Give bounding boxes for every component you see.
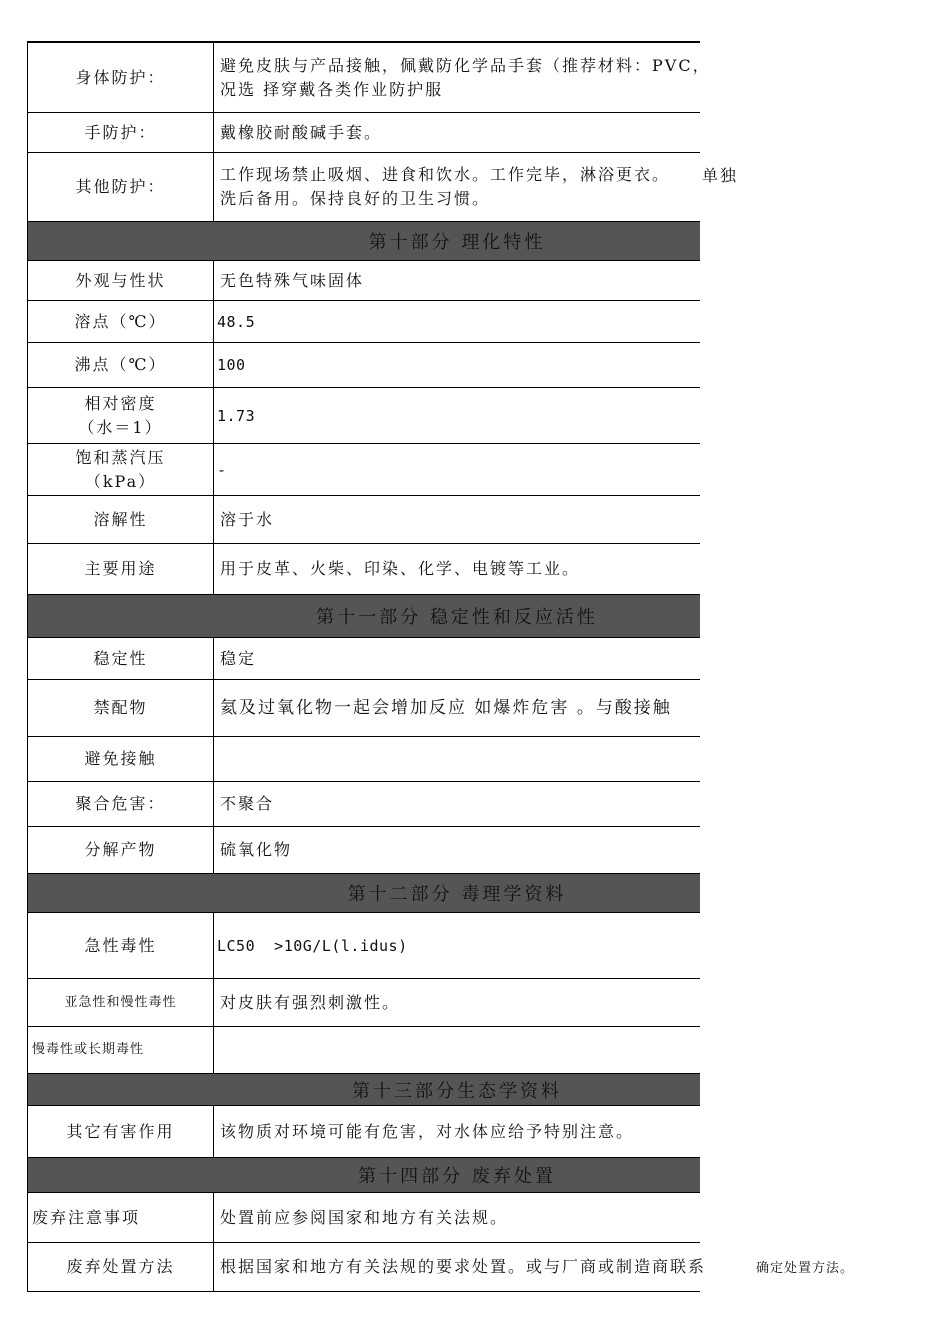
row-label bbox=[27, 388, 214, 443]
value-line: 况选 择穿戴各类作业防护服 bbox=[220, 79, 444, 99]
table-row bbox=[27, 261, 700, 301]
row-value: 对皮肤有强烈刺激性。 bbox=[220, 992, 401, 1012]
row-value bbox=[214, 1027, 700, 1073]
row-value: 硫氧化物 bbox=[220, 840, 293, 859]
row-value: 处置前应参阅国家和地方有关法规。 bbox=[220, 1207, 509, 1227]
overflow-text: 确定处置方法。 bbox=[756, 1261, 855, 1276]
row-value: 48.5 bbox=[217, 312, 256, 331]
table-row bbox=[27, 1106, 700, 1158]
table-row bbox=[27, 301, 700, 343]
table-row bbox=[27, 1193, 700, 1243]
row-value bbox=[214, 153, 739, 221]
table-row bbox=[27, 913, 700, 979]
row-label: 废弃注意事项 bbox=[27, 1193, 214, 1242]
label-line: （水＝1） bbox=[78, 417, 163, 437]
section-header: 第十三部分生态学资料 bbox=[27, 1074, 700, 1106]
row-value bbox=[214, 737, 700, 781]
row-label: 废弃处置方法 bbox=[27, 1243, 214, 1291]
row-label: 稳定性 bbox=[27, 638, 214, 679]
row-label: 聚合危害： bbox=[27, 782, 214, 826]
row-value: - bbox=[217, 460, 227, 479]
value-line: 洗后备用。保持良好的卫生习惯。 bbox=[220, 189, 491, 208]
table-row bbox=[27, 343, 700, 388]
table-row bbox=[27, 979, 700, 1027]
section-header: 第十二部分 毒理学资料 bbox=[27, 874, 700, 913]
row-label: 溶解性 bbox=[27, 496, 214, 543]
section-header: 第十部分 理化特性 bbox=[27, 222, 700, 261]
row-value: LC50 >10G/L(l.idus) bbox=[217, 936, 408, 955]
label-line: 相对密度 bbox=[84, 393, 157, 413]
row-value: 不聚合 bbox=[220, 794, 275, 813]
row-label: 外观与性状 bbox=[27, 261, 214, 300]
row-label: 慢毒性或长期毒性 bbox=[27, 1027, 214, 1073]
value-text: 根据国家和地方有关法规的要求处置。或与厂商或制造商联系 bbox=[220, 1257, 707, 1276]
row-value bbox=[214, 1243, 855, 1291]
table-row bbox=[27, 388, 700, 444]
row-label: 避免接触 bbox=[27, 737, 214, 781]
row-value: 1.73 bbox=[217, 406, 256, 425]
row-label: 分解产物 bbox=[27, 827, 214, 873]
row-label: 溶点（℃） bbox=[27, 301, 214, 342]
table-row bbox=[27, 782, 700, 827]
row-label bbox=[27, 444, 214, 495]
row-hand-protection bbox=[27, 113, 700, 153]
row-label: 急性毒性 bbox=[27, 913, 214, 978]
row-label: 主要用途 bbox=[27, 544, 214, 594]
table-row bbox=[27, 638, 700, 680]
row-value: 氦及过氧化物一起会增加反应 如爆炸危害 。与酸接触 bbox=[220, 698, 672, 718]
row-value: 该物质对环境可能有危害，对水体应给予特别注意。 bbox=[220, 1121, 635, 1141]
row-label: 身体防护： bbox=[27, 43, 214, 112]
row-other-protection bbox=[27, 153, 739, 222]
row-body-protection bbox=[27, 41, 711, 113]
table-row bbox=[27, 496, 700, 544]
row-label: 其他防护： bbox=[27, 153, 214, 221]
section-header: 第十一部分 稳定性和反应活性 bbox=[27, 595, 700, 638]
row-value: 无色特殊气味固体 bbox=[220, 270, 365, 290]
row-label: 手防护： bbox=[27, 113, 214, 152]
msds-sheet bbox=[27, 41, 855, 1292]
row-value: 100 bbox=[217, 356, 246, 374]
label-line: 饱和蒸汽压 bbox=[75, 447, 166, 467]
label-line: （kPa） bbox=[84, 471, 157, 491]
value-line: 避免皮肤与产品接触，佩戴防化学品手套（推荐材料：PVC， bbox=[220, 55, 711, 75]
row-label: 禁配物 bbox=[27, 680, 214, 736]
table-row bbox=[27, 544, 700, 595]
row-value: 用于皮革、火柴、印染、化学、电镀等工业。 bbox=[220, 559, 581, 578]
overflow-text: 单独 bbox=[702, 166, 739, 185]
table-row bbox=[27, 1027, 700, 1074]
row-value bbox=[214, 43, 711, 112]
table-row bbox=[27, 680, 700, 737]
table-row bbox=[27, 1243, 855, 1292]
value-line: 工作现场禁止吸烟、进食和饮水。工作完毕，淋浴更衣。 bbox=[220, 165, 671, 184]
table-row bbox=[27, 444, 700, 496]
table-row bbox=[27, 737, 700, 782]
section-header: 第十四部分 废弃处置 bbox=[27, 1158, 700, 1193]
table-row bbox=[27, 827, 700, 874]
row-label: 亚急性和慢性毒性 bbox=[27, 979, 214, 1026]
row-value: 溶于水 bbox=[220, 509, 275, 529]
row-value: 戴橡胶耐酸碱手套。 bbox=[220, 122, 383, 142]
row-label: 其它有害作用 bbox=[27, 1106, 214, 1157]
row-value: 稳定 bbox=[220, 648, 257, 668]
row-label: 沸点（℃） bbox=[27, 343, 214, 387]
